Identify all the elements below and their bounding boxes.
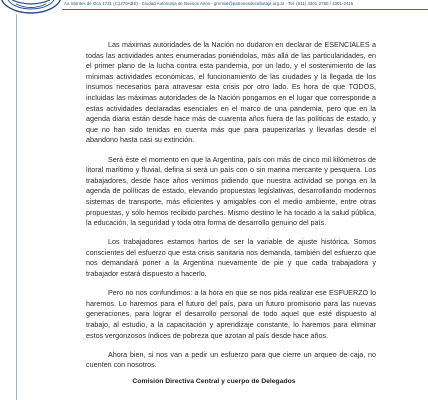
letterhead-contact: Av. Montes de Oca 1731 (C1270ABE) - Ciudad Autónoma de Buenos Aires - gremial@patronesdecabotaje.org.ar · Tel. (011) 4301-2780 / 4301-2415 [64,1,354,6]
letterhead [0,0,428,16]
paragraph-3: Los trabajadores estamos hartos de ser la variable de ajuste histórica. Somos conscientes del esfuerzo que esta crisis sanitaria nos demanda, también del esfuerzo que nos demandará poner a la Argentina nuevamente de pie y que cada trabajadora y trabajador estará dispuesto a hacerlo. [86,237,376,279]
header-divider [62,9,428,10]
union-logo-icon [0,0,62,14]
letter-body [86,40,376,380]
paragraph-5: Ahora bien, si nos van a pedir un esfuerzo para que cierre un arqueo de caja, no cuenten con nosotros. [86,349,376,370]
paragraph-4: Pero no nos confundimos: a la hora en que se nos pida realizar ese ESFUERZO lo haremos. Lo haremos para el futuro del país, para un futuro promisorio para las nuevas generaciones, para lograr el desarrollo personal de todo aquel que esté dispuesto al trabajo, al estudio, a la capacitación y aprendizaje constante, lo haremos para eliminar estos vergonzosos índices de pobreza que azotan al país desde hace años. [86,288,376,340]
margin-line [16,14,17,400]
paragraph-2: Será éste el momento en que la Argentina, país con más de cinco mil kilómetros de litoral marítimo y fluvial, defina si será un país con o sin marina mercante y pesquera. Los trabajadores, desde hace años venimos pidiendo que nuestra actividad se ponga en la agenda de políticas de estado, elevando propuestas legislativas, desarrollando modernos sistemas de transporte, más eficientes y amigables con el medio ambiente, entre otras propuestas, y sólo hemos recibido parches. Mismo destino le ha tocado a la salud pública, la educación, la seguridad y toda otra forma de desarrollo genuino del país. [86,154,376,228]
paragraph-1: Las máximas autoridades de la Nación no dudaron en declarar de ESENCIALES a todas las actividades antes enumeradas poniéndolas, más allá de las particularidades, en el primer plano de la lucha contra esta pandemia, por un lado, y el sostenimiento de las mínimas actividades económicas, el funcionamiento de las ciudades y la llegada de los insumos necesarios para atravesar esta crisis por otro lado. Es hora de que TODOS, incluidas las máximas autoridades de la Nación pongamos en el lugar que corresponde a estas actividades declaradas esenciales en el marco de una pandemia, pero que en la agenda diaria están desde hace más de cuarenta años fuera de las políticas de estado, y que no han sido tenidas en cuenta más que para pauperizarlas y llevarlas desde el abandono hasta casi su extinción. [86,40,376,145]
signature-line: Comisión Directiva Central y cuerpo de Delegados [132,378,296,385]
